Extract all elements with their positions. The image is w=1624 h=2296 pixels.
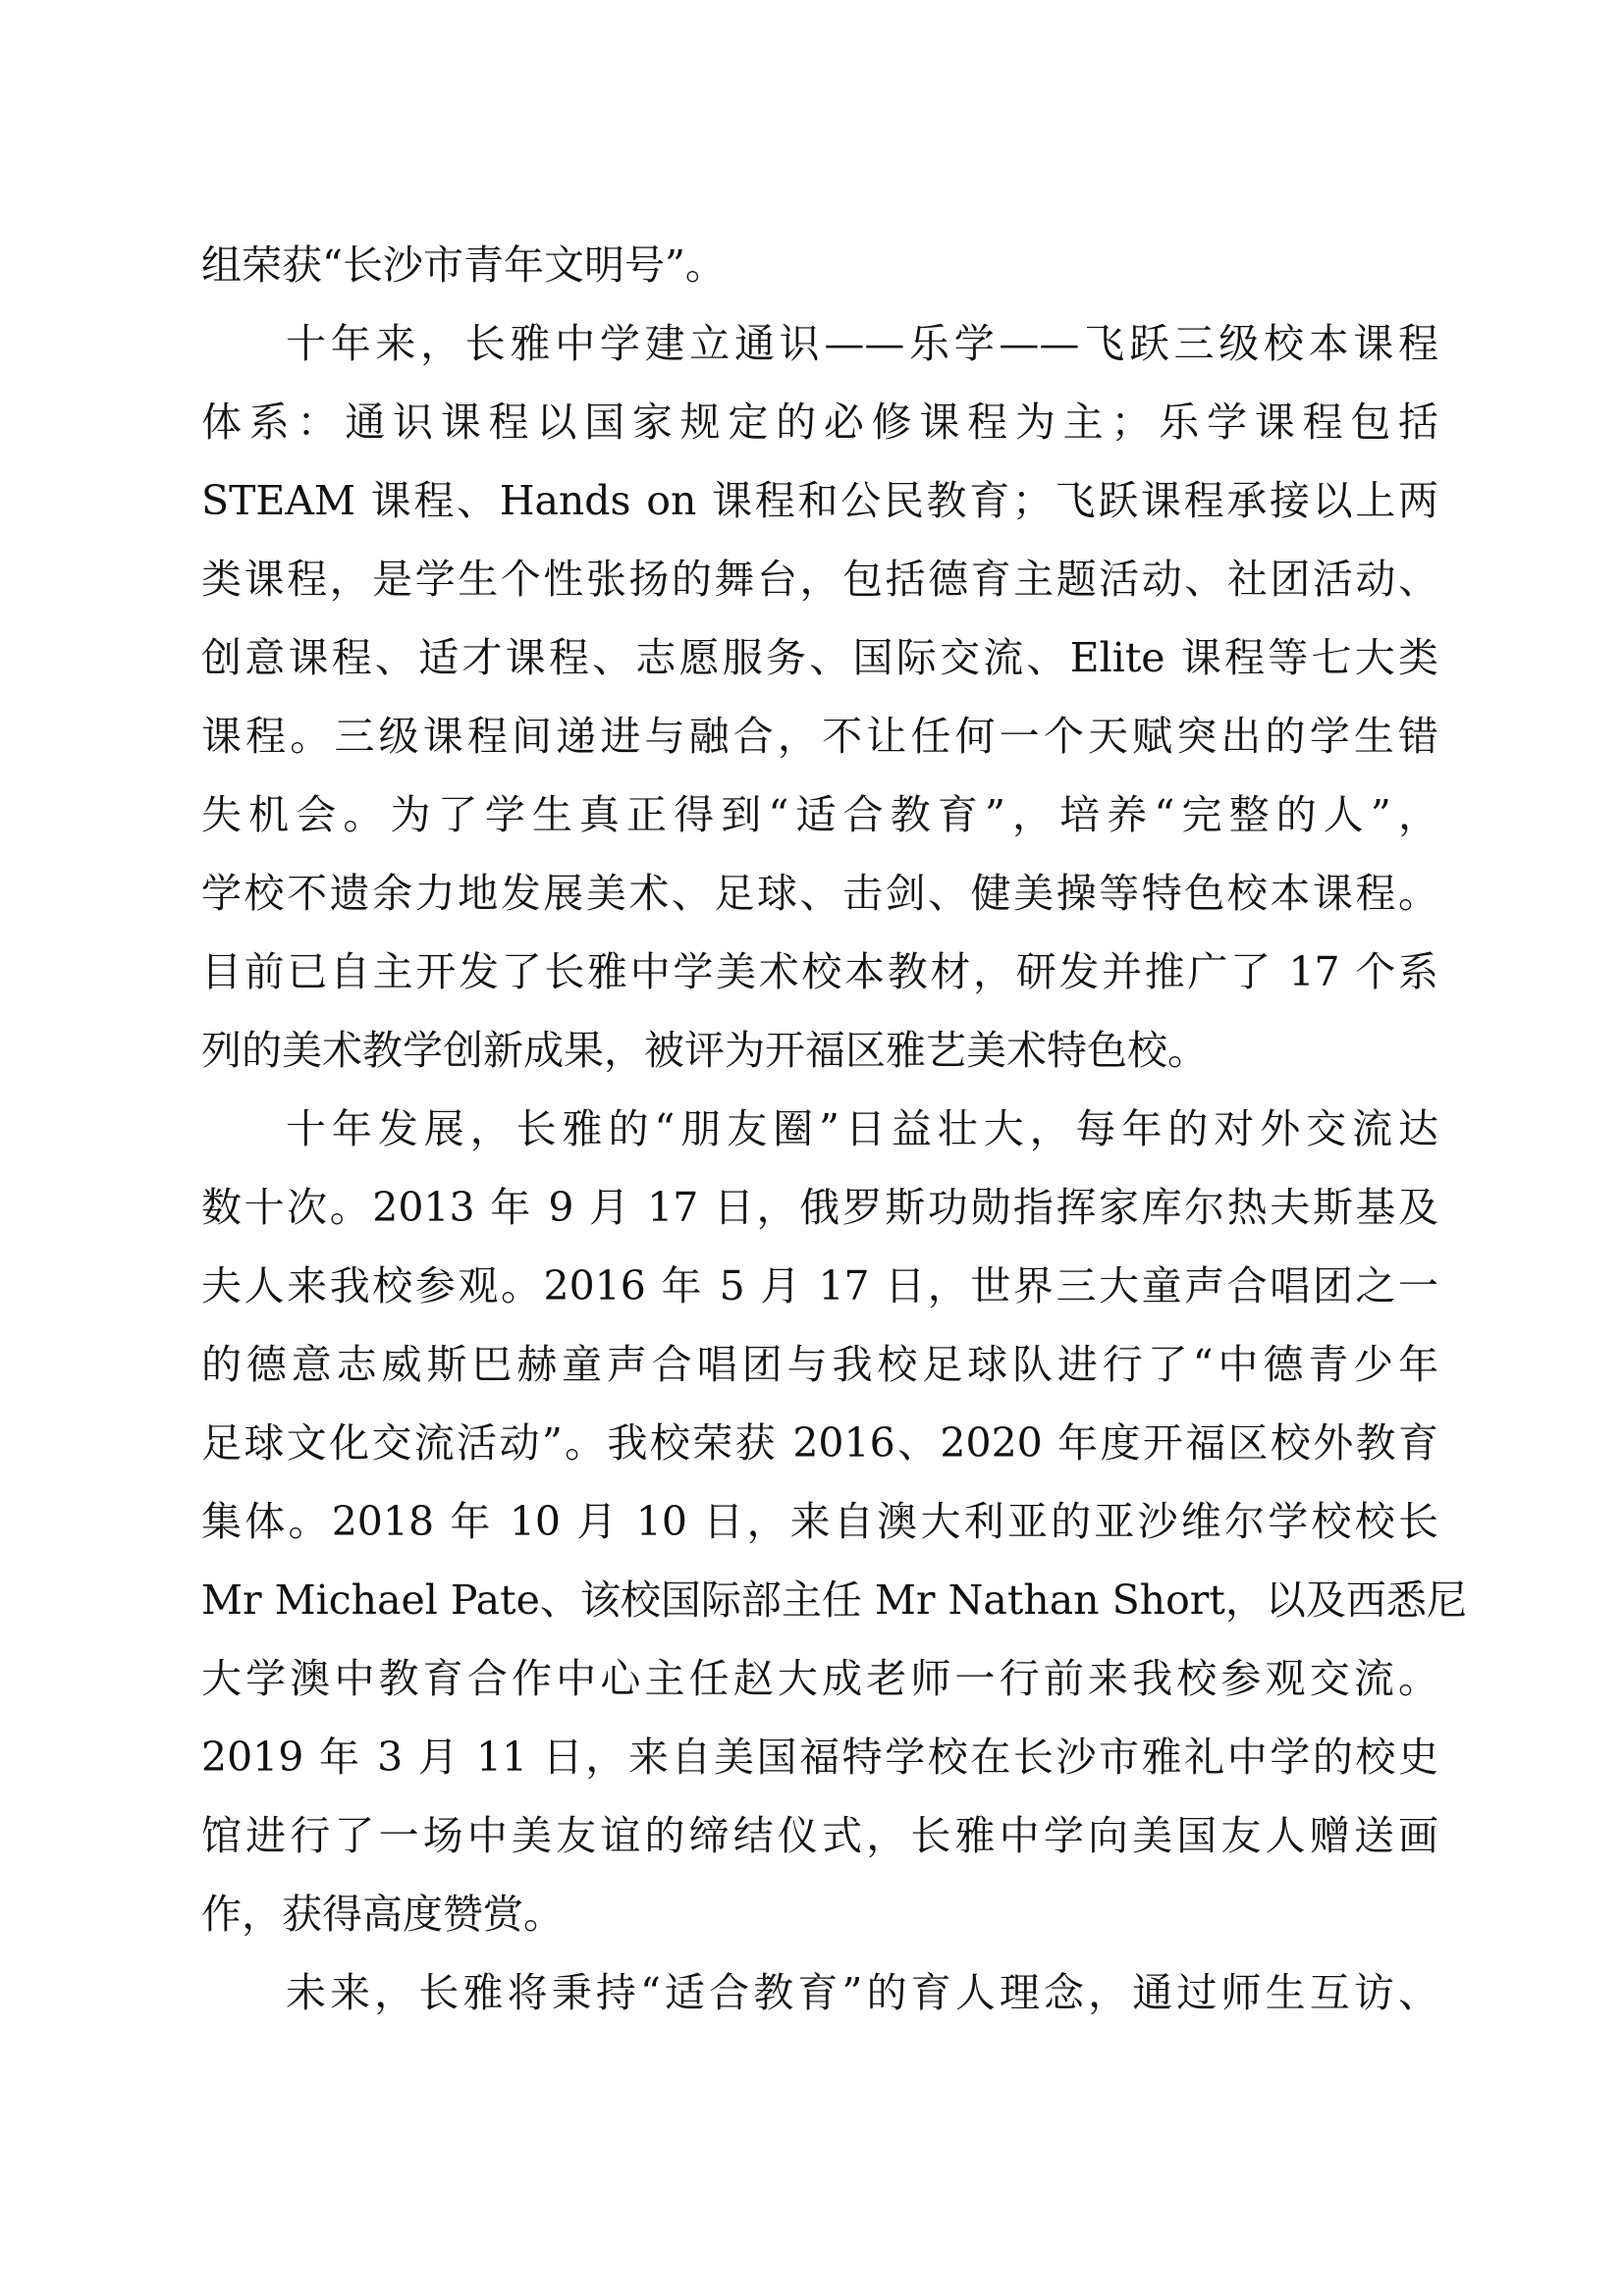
paragraph-line: 十年发展，长雅的“朋友圈”日益壮大，每年的对外交流达 <box>286 1105 1438 1152</box>
paragraph-line: 课程。三级课程间递进与融合，不让任何一个天赋突出的学生错 <box>201 713 1438 760</box>
paragraph-line: 未来，长雅将秉持“适合教育”的育人理念，通过师生互访、 <box>286 1969 1438 2016</box>
paragraph-line: 数十次。2013 年 9 月 17 日，俄罗斯功勋指挥家库尔热夫斯基及 <box>201 1184 1438 1231</box>
paragraph-line: 十年来，长雅中学建立通识——乐学——飞跃三级校本课程 <box>286 320 1438 367</box>
paragraph-line: 学校不遗余力地发展美术、足球、击剑、健美操等特色校本课程。 <box>201 870 1438 917</box>
paragraph-line: 的德意志威斯巴赫童声合唱团与我校足球队进行了“中德青少年 <box>201 1341 1438 1388</box>
paragraph-line: 集体。2018 年 10 月 10 日，来自澳大利亚的亚沙维尔学校校长 <box>201 1498 1438 1545</box>
paragraph-line: 足球文化交流活动”。我校荣获 2016、2020 年度开福区校外教育 <box>201 1419 1438 1467</box>
paragraph-line: STEAM 课程、Hands on 课程和公民教育；飞跃课程承接以上两 <box>201 477 1438 524</box>
paragraph-line: Mr Michael Pate、该校国际部主任 Mr Nathan Short，以及西悉尼 <box>201 1576 1467 1624</box>
paragraph-line: 列的美术教学创新成果，被评为开福区雅艺美术特色校。 <box>201 1027 1208 1074</box>
paragraph-line: 体系：通识课程以国家规定的必修课程为主；乐学课程包括 <box>201 399 1438 446</box>
paragraph-line: 目前已自主开发了长雅中学美术校本教材，研发并推广了 17 个系 <box>201 948 1438 995</box>
paragraph-line: 组荣获“长沙市青年文明号”。 <box>201 241 726 289</box>
paragraph-line: 创意课程、适才课程、志愿服务、国际交流、Elite 课程等七大类 <box>201 634 1438 681</box>
paragraph-line: 夫人来我校参观。2016 年 5 月 17 日，世界三大童声合唱团之一 <box>201 1262 1438 1309</box>
paragraph-line: 大学澳中教育合作中心主任赵大成老师一行前来我校参观交流。 <box>201 1655 1438 1702</box>
body-text <box>201 226 1467 2032</box>
paragraph-line: 类课程，是学生个性张扬的舞台，包括德育主题活动、社团活动、 <box>201 556 1438 603</box>
paragraph-line: 馆进行了一场中美友谊的缔结仪式，长雅中学向美国友人赠送画 <box>201 1812 1438 1859</box>
paragraph-line: 失机会。为了学生真正得到“适合教育”，培养“完整的人”， <box>201 791 1438 838</box>
paragraph-line: 作，获得高度赞赏。 <box>201 1891 564 1938</box>
paragraph-line: 2019 年 3 月 11 日，来自美国福特学校在长沙市雅礼中学的校史 <box>201 1734 1438 1781</box>
